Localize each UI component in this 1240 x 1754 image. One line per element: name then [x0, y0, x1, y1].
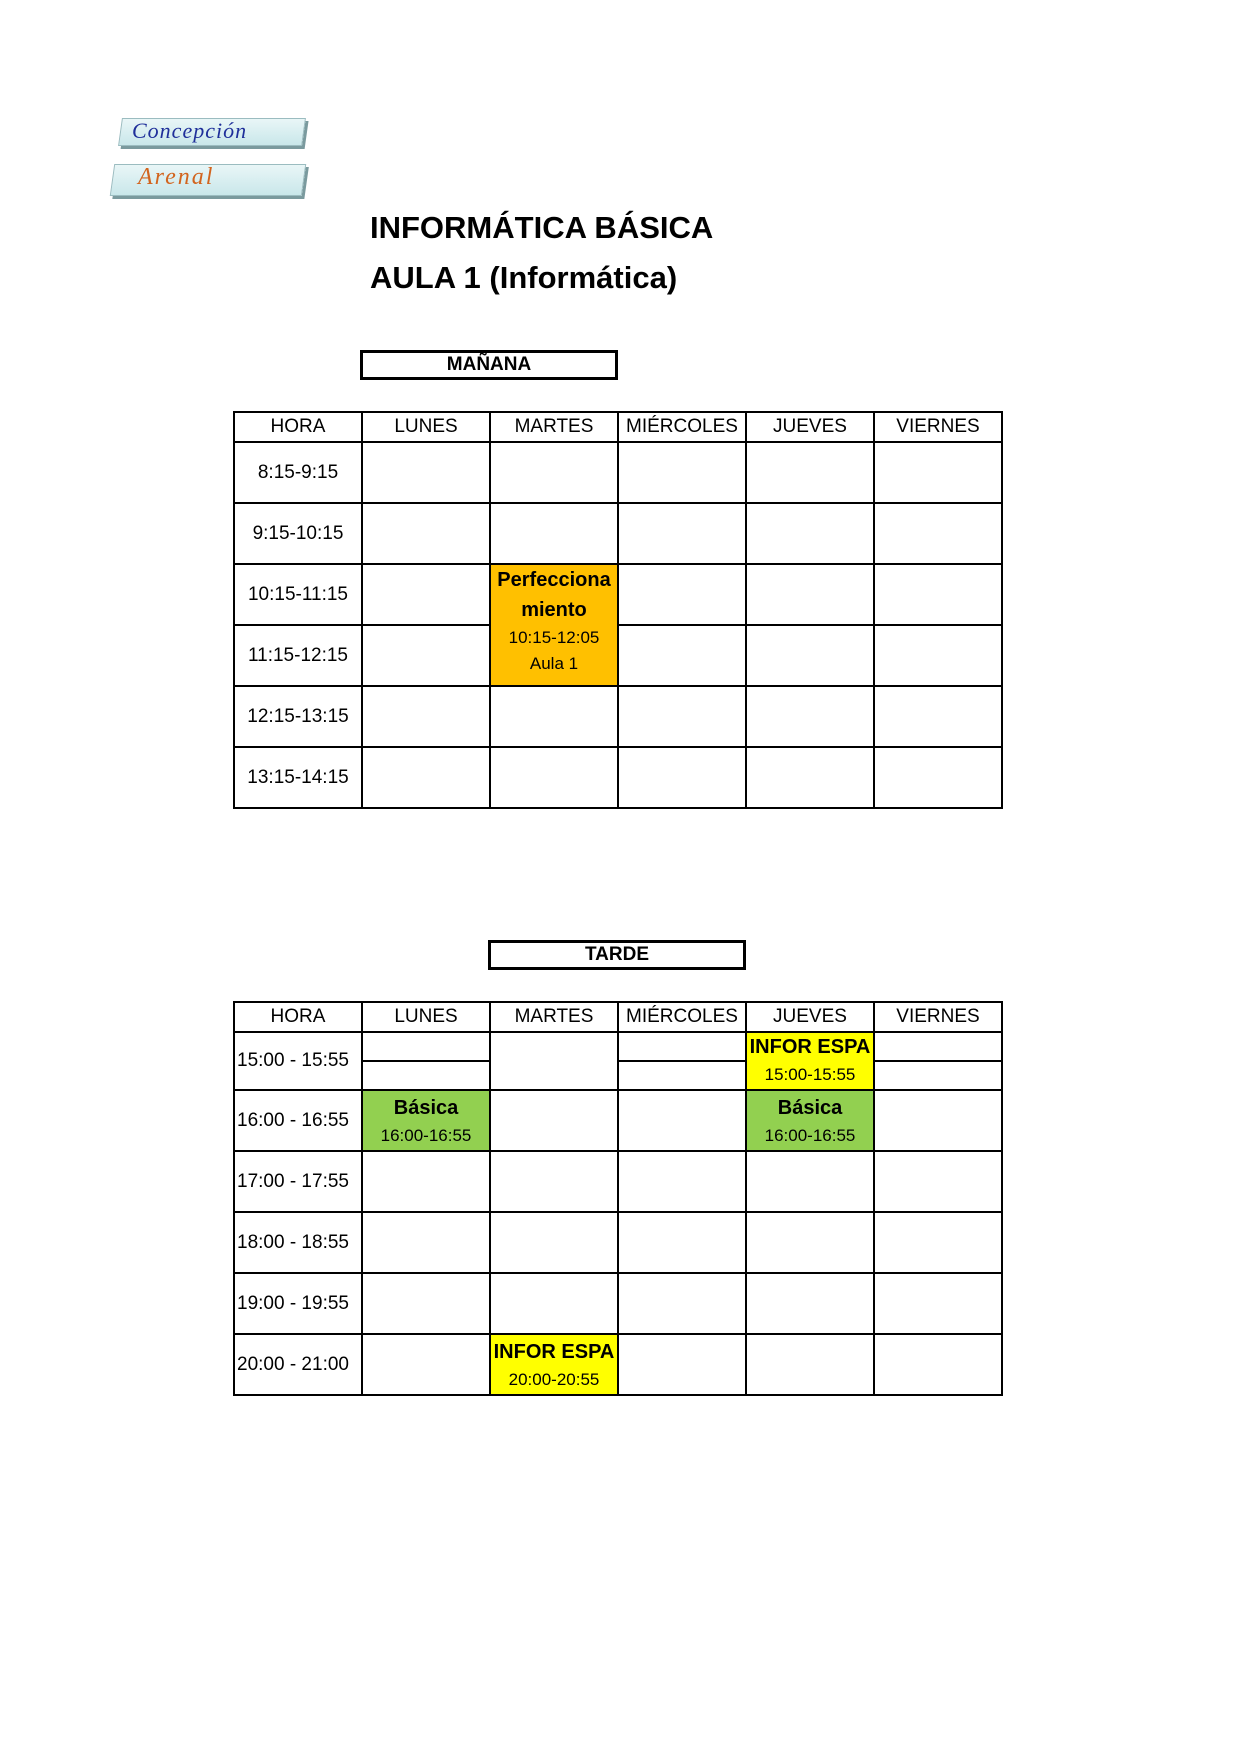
logo-text-concepcion: Concepción [132, 118, 248, 143]
event-infor-espa-martes [490, 1334, 618, 1395]
cell [874, 442, 1002, 503]
event-title: INFOR ESPA [749, 1035, 871, 1058]
event-time: 15:00-15:55 [764, 1065, 856, 1084]
column-header-jueves: JUEVES [746, 412, 874, 442]
table-row [234, 1334, 1002, 1395]
cell [618, 1212, 746, 1273]
cell [490, 1212, 618, 1273]
column-header-viernes: VIERNES [874, 1002, 1002, 1032]
cell [874, 1151, 1002, 1212]
time-slot: 8:15-9:15 [234, 442, 362, 503]
time-slot: 20:00 - 21:00 [234, 1334, 362, 1395]
event-basica-lunes [362, 1090, 490, 1151]
cell [874, 1061, 1002, 1090]
cell [746, 503, 874, 564]
logo-text-arenal: Arenal [138, 164, 215, 190]
cell [490, 1151, 618, 1212]
cell [874, 1032, 1002, 1061]
cell [490, 686, 618, 747]
cell [746, 1273, 874, 1334]
cell [874, 686, 1002, 747]
cell [746, 1212, 874, 1273]
event-perfeccionamiento [490, 564, 618, 625]
event-time: 16:00-16:55 [764, 1125, 856, 1145]
cell [618, 1151, 746, 1212]
cell [618, 1061, 746, 1090]
cell [362, 747, 490, 808]
time-slot: 10:15-11:15 [234, 564, 362, 625]
cell [746, 442, 874, 503]
event-title: Básica [777, 1096, 843, 1119]
event-perfeccionamiento-details [490, 625, 618, 686]
cell [746, 1334, 874, 1395]
cell [618, 686, 746, 747]
cell [362, 1061, 490, 1090]
table-row [234, 1032, 1002, 1061]
cell [490, 1273, 618, 1334]
cell [746, 625, 874, 686]
cell [874, 1334, 1002, 1395]
cell [618, 747, 746, 808]
cell [362, 1212, 490, 1273]
section-label-tarde: TARDE [488, 940, 746, 970]
event-title-line2: miento [521, 599, 587, 621]
cell [362, 686, 490, 747]
table-row [234, 442, 1002, 503]
page-title: INFORMÁTICA BÁSICA [370, 210, 714, 245]
cell [490, 503, 618, 564]
cell [618, 503, 746, 564]
school-logo [108, 112, 308, 204]
cell [618, 442, 746, 503]
cell [362, 1151, 490, 1212]
table-row [234, 625, 1002, 686]
column-header-viernes: VIERNES [874, 412, 1002, 442]
cell [490, 1032, 618, 1090]
cell [746, 747, 874, 808]
event-title: INFOR ESPA [493, 1340, 615, 1363]
cell [490, 747, 618, 808]
cell [362, 625, 490, 686]
cell [618, 1032, 746, 1061]
time-slot: 17:00 - 17:55 [234, 1151, 362, 1212]
cell [874, 1090, 1002, 1151]
time-slot: 9:15-10:15 [234, 503, 362, 564]
cell [362, 564, 490, 625]
cell [618, 625, 746, 686]
table-row [234, 503, 1002, 564]
cell [618, 1273, 746, 1334]
cell [874, 564, 1002, 625]
table-row [234, 1212, 1002, 1273]
table-row [234, 564, 1002, 625]
table-row [234, 686, 1002, 747]
time-slot: 12:15-13:15 [234, 686, 362, 747]
time-slot: 11:15-12:15 [234, 625, 362, 686]
cell [362, 1273, 490, 1334]
cell [362, 1334, 490, 1395]
event-title-line1: Perfecciona [497, 569, 611, 591]
cell [746, 686, 874, 747]
schedule-table-tarde [233, 1001, 1003, 1396]
cell [874, 747, 1002, 808]
event-room: Aula 1 [529, 654, 579, 673]
cell [490, 442, 618, 503]
table-row [234, 747, 1002, 808]
time-slot: 18:00 - 18:55 [234, 1212, 362, 1273]
page-subtitle: AULA 1 (Informática) [370, 260, 678, 295]
table-header-row [234, 1002, 1002, 1032]
time-slot: 15:00 - 15:55 [234, 1032, 362, 1090]
cell [490, 1090, 618, 1151]
column-header-jueves: JUEVES [746, 1002, 874, 1032]
event-time: 20:00-20:55 [508, 1369, 600, 1389]
event-basica-jueves [746, 1090, 874, 1151]
cell [618, 564, 746, 625]
event-infor-espa-jueves [746, 1032, 874, 1061]
column-header-lunes: LUNES [362, 412, 490, 442]
event-infor-espa-jueves-time [746, 1061, 874, 1090]
cell [746, 1151, 874, 1212]
cell [362, 1032, 490, 1061]
cell [874, 1273, 1002, 1334]
time-slot: 16:00 - 16:55 [234, 1090, 362, 1151]
column-header-hora: HORA [234, 1002, 362, 1032]
table-header-row [234, 412, 1002, 442]
event-time: 16:00-16:55 [380, 1125, 472, 1145]
table-row [234, 1090, 1002, 1151]
column-header-miercoles: MIÉRCOLES [618, 412, 746, 442]
time-slot: 19:00 - 19:55 [234, 1273, 362, 1334]
cell [618, 1090, 746, 1151]
column-header-martes: MARTES [490, 1002, 618, 1032]
cell [362, 503, 490, 564]
column-header-hora: HORA [234, 412, 362, 442]
schedule-table-manana [233, 411, 1003, 809]
section-label-manana: MAÑANA [360, 350, 618, 380]
event-title: Básica [393, 1096, 459, 1119]
column-header-lunes: LUNES [362, 1002, 490, 1032]
table-row [234, 1273, 1002, 1334]
table-row [234, 1151, 1002, 1212]
column-header-miercoles: MIÉRCOLES [618, 1002, 746, 1032]
cell [874, 625, 1002, 686]
time-slot: 13:15-14:15 [234, 747, 362, 808]
event-time: 10:15-12:05 [508, 628, 600, 647]
cell [362, 442, 490, 503]
cell [618, 1334, 746, 1395]
cell [746, 564, 874, 625]
cell [874, 1212, 1002, 1273]
column-header-martes: MARTES [490, 412, 618, 442]
cell [874, 503, 1002, 564]
